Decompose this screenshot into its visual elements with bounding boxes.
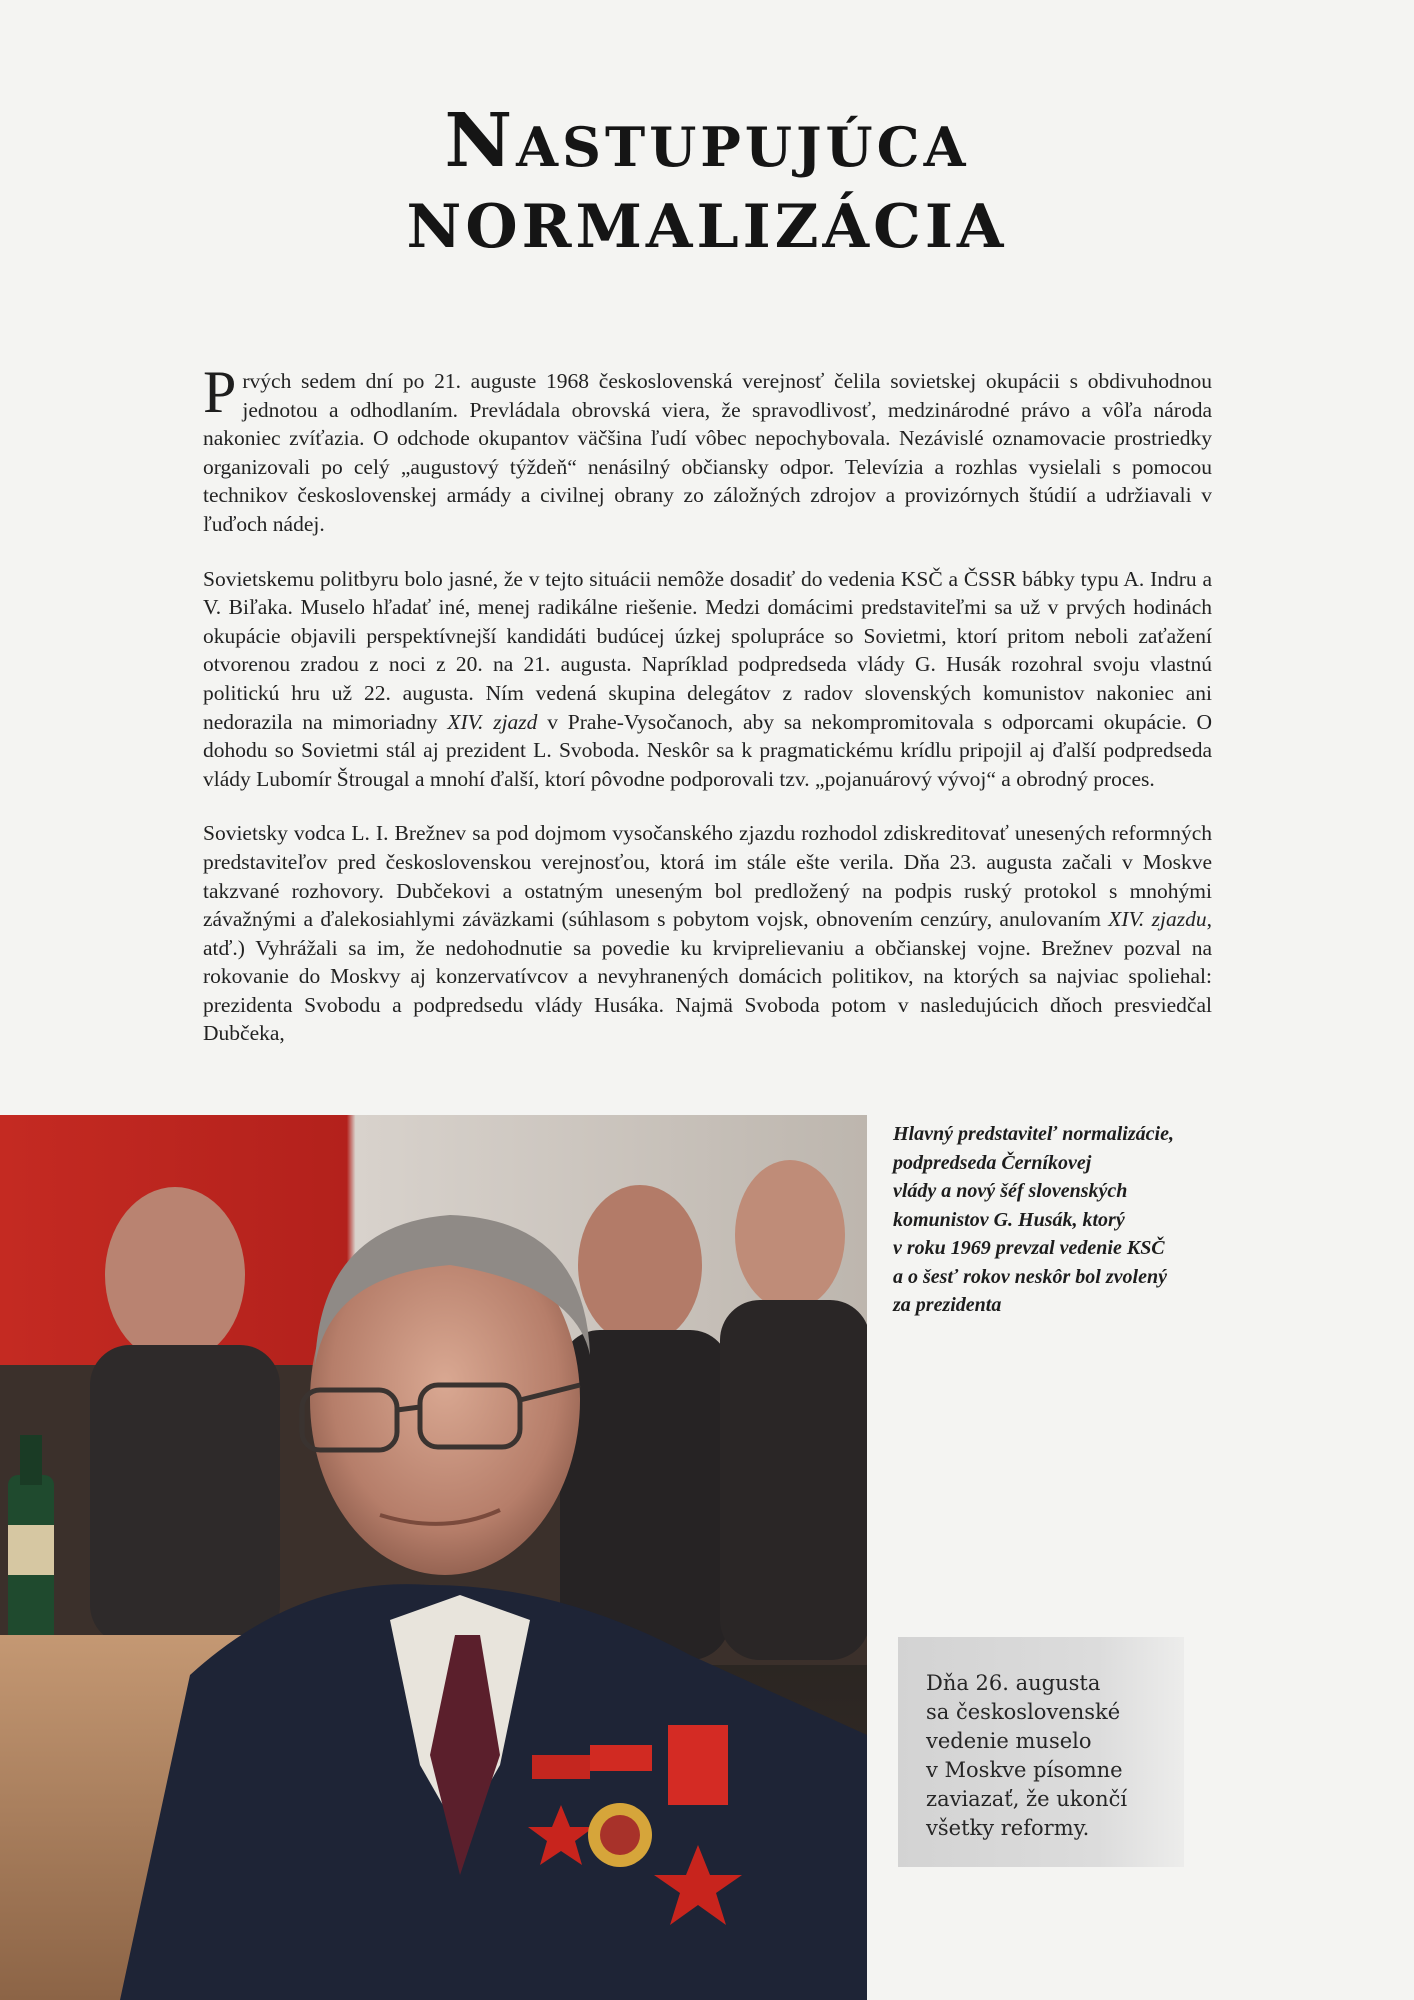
side-note-line: sa československé: [926, 1700, 1121, 1724]
paragraph-3: [203, 819, 1212, 1048]
side-note-line: všetky reformy.: [926, 1816, 1090, 1840]
background-person: [578, 1185, 702, 1345]
portrait-illustration: [0, 1115, 867, 2000]
caption-line: a o šesť rokov neskôr bol zvolený: [893, 1265, 1167, 1288]
paragraph-1-text: rvých sedem dní po 21. auguste 1968 československá verejnosť čelila sovietskej okupácii s obdivuhodnou jednotou a odhodlaním. Prevládala obrovská viera, že spravodlivosť, medzinárodné právo a vôľa národa nakoniec zvíťazia. O odchode okupantov väčšina ľudí vôbec nepochybovala. Nezávislé oznamovacie prostriedky organizovali po celý „augustový týždeň“ nenásilný občiansky odpor. Televízia a rozhlas vysielali s pomocou technikov československej armády a civilnej obrany zo záložných zdrojov a provizórnych štúdií a udržiavali v ľuďoch nádej.: [203, 369, 1212, 536]
portrait-photo: [0, 1115, 867, 2000]
caption-line: Hlavný predstaviteľ normalizácie,: [893, 1123, 1174, 1145]
title-initial: N: [444, 98, 517, 184]
title-line-1: [0, 95, 1414, 188]
paragraph-2-text-b: v Prahe-Vysočanoch, aby sa nekompromitovala s odporcami okupácie. O dohodu so Sovietmi stál aj prezident L. Svoboda. Neskôr sa k pragmatickému krídlu pripojil aj ďalší podpredseda vlády Lubomír Štrougal a mnohí ďalší, ktorí pôvodne podporovali tzv. „pojanuárový vývoj“ a obrodný proces.: [203, 709, 1212, 791]
background-person: [735, 1160, 845, 1310]
paragraph-1: [203, 359, 1212, 539]
paragraph-2-italic: XIV. zjazd: [447, 709, 538, 734]
page-title: [0, 95, 1414, 265]
title-line-1-rest: ASTUPUJÚCA: [516, 115, 970, 179]
caption-line: podpredseda Černíkovej: [893, 1151, 1092, 1174]
background-person: [105, 1187, 245, 1363]
caption-line: komunistov G. Husák, ktorý: [893, 1208, 1125, 1231]
side-note-line: vedenie muselo: [926, 1729, 1092, 1753]
paragraph-2-text-a: Sovietskemu politbyru bolo jasné, že v tejto situácii nemôže dosadiť do vedenia KSČ a ČSSR bábky typu A. Indru a V. Biľaka. Muselo hľadať iné, menej radikálne riešenie. Medzi domácimi predstaviteľmi sa už v prvých hodinách okupácie objavili perspektívnejší kandidáti budúcej úzkej spolupráce so Sovietmi, ktorí pritom neboli zaťažení otvorenou zradou z noci z 20. na 21. augusta. Napríklad podpredseda vlády G. Husák rozohral svoju vlastnú politickú hru už 22. augusta. Ním vedená skupina delegátov z radov slovenských komunistov nakoniec ani nedorazila na mimoriadny: [203, 566, 1212, 734]
paragraph-3-italic: XIV. zjazdu: [1108, 907, 1207, 932]
side-note-line: v Moskve písomne: [926, 1758, 1123, 1782]
drop-cap: P: [203, 359, 237, 425]
article-body: [203, 359, 1212, 1074]
title-line-2: NORMALIZÁCIA: [406, 191, 1008, 262]
side-note-box: [898, 1637, 1184, 1867]
photo-caption: [893, 1120, 1223, 1320]
paragraph-3-text-a: Sovietsky vodca L. I. Brežnev sa pod dojmom vysočanského zjazdu rozhodol zdiskreditovať unesených reformných predstaviteľov pred československou verejnosťou, ktorá im stále ešte verila. Dňa 23. augusta začali v Moskve takzvané rozhovory. Dubčekovi a ostatným uneseným bol predložený na podpis ruský protokol s mnohými závažnými a ďalekosiahlymi záväzkami (súhlasom s pobytom vojsk, obnovením cenzúry, anulovaním: [203, 821, 1212, 932]
paragraph-3-text-b: , atď.) Vyhrážali sa im, že nedohodnutie sa povedie ku krviprelievaniu a občianskej vojne. Brežnev pozval na rokovanie do Moskvy aj konzervatívcov a nevyhranených domácich politikov, na ktorých sa najviac spoliehal: prezidenta Svobodu a podpredsedu vlády Husáka. Najmä Svoboda potom v nasledujúcich dňoch presviedčal Dubčeka,: [203, 907, 1212, 1046]
side-note-line: Dňa 26. augusta: [926, 1671, 1101, 1695]
caption-line: vlády a nový šéf slovenských: [893, 1180, 1128, 1202]
paragraph-2: [203, 565, 1212, 794]
caption-line: v roku 1969 prevzal vedenie KSČ: [893, 1237, 1165, 1259]
side-note-line: zaviazať, že ukončí: [926, 1787, 1128, 1811]
caption-line: za prezidenta: [893, 1294, 1002, 1316]
